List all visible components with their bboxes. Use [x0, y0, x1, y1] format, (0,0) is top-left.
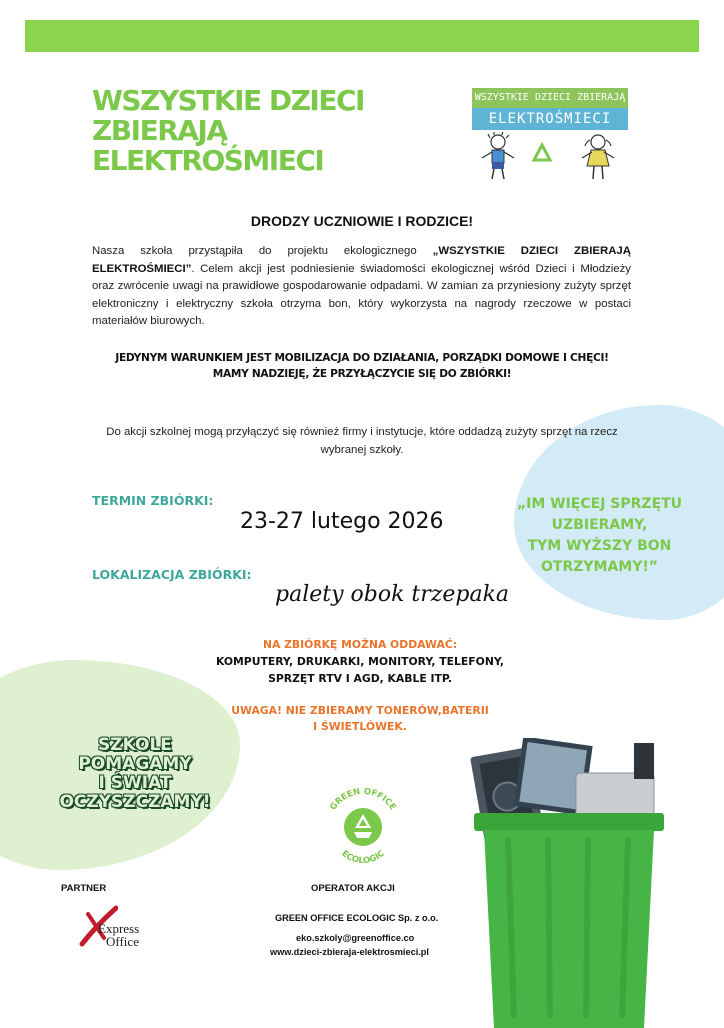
logo-top-text: WSZYSTKIE DZIECI ZBIERAJĄ: [472, 88, 628, 108]
partner-label: PARTNER: [61, 883, 107, 894]
title-line: WSZYSTKIE DZIECI: [92, 84, 364, 117]
quote-line: TYM WYŻSZY BON: [527, 538, 672, 554]
title-line: ELEKTROŚMIECI: [92, 144, 324, 177]
slogan-line: OCZYSZCZAMY!: [59, 792, 211, 812]
location-label: LOKALIZACJA ZBIÓRKI:: [92, 567, 252, 582]
page-title: [92, 86, 392, 176]
warning-line: UWAGA! NIE ZBIERAMY TONERÓW,BATERII: [231, 704, 489, 717]
electronics-bin-illustration: [468, 738, 668, 1028]
quote-line: OTRZYMAMY!”: [541, 559, 658, 575]
excluded-items-warning: [200, 703, 520, 735]
project-name: „WSZYSTKIE DZIECI ZBIERAJĄ ELEKTROŚMIECI”: [92, 245, 631, 275]
intro-text: . Celem akcji jest podniesienie świadomości ekologicznej wśród Dzieci i Młodzieży oraz zwrócenie uwagi na prawidłowe gospodarowanie odpadami. W zamian za przyniesiony zużyty sprzęt elektroniczny i elektryczny szkoła otrzyma bon, który wykorzysta na nagrody rzeczowe w postaci materiałów biurowych.: [92, 262, 631, 327]
slogan-line: I ŚWIAT: [98, 773, 172, 793]
condition-notice: [60, 350, 664, 382]
condition-line: MAMY NADZIEJĘ, ŻE PRZYŁĄCZYCIE SIĘ DO ZBIÓRKI!: [212, 368, 512, 380]
operator-company: GREEN OFFICE ECOLOGIC Sp. z o.o.: [275, 913, 439, 923]
warning-line: I ŚWIETLÓWEK.: [313, 720, 407, 733]
slogan: [40, 736, 230, 812]
motivation-quote: [512, 494, 687, 578]
kids-recycle-icon: [472, 132, 628, 182]
greeting-heading: DRODZY UCZNIOWIE I RODZICE!: [250, 213, 474, 229]
accepted-items: [150, 636, 570, 687]
express-office-logo: [78, 904, 173, 954]
quote-line: „IM WIĘCEJ SPRZĘTU: [516, 496, 683, 512]
operator-label: OPERATOR AKCJI: [311, 883, 395, 894]
date-label: TERMIN ZBIÓRKI:: [92, 493, 214, 508]
date-value: 23-27 lutego 2026: [240, 509, 444, 534]
slogan-line: SZKOLE: [98, 735, 172, 755]
accepted-items-line: SPRZĘT RTV I AGD, KABLE ITP.: [268, 672, 452, 685]
intro-text: Nasza szkoła przystąpiła do projektu ekologicznego: [92, 245, 433, 257]
top-banner-bar: [25, 20, 699, 52]
logo-arc-top: GREEN OFFICE: [328, 786, 398, 813]
campaign-logo: [472, 88, 628, 182]
operator-website[interactable]: www.dzieci-zbieraja-elektrosmieci.pl: [270, 947, 429, 957]
wordmark-line: Office: [106, 934, 139, 949]
operator-email[interactable]: eko.szkoly@greenoffice.co: [296, 933, 415, 943]
condition-line: JEDYNYM WARUNKIEM JEST MOBILIZACJA DO DZIAŁANIA, PORZĄDKI DOMOWE I CHĘCI!: [115, 352, 609, 364]
logo-arc-bottom: ECOLOGIC: [339, 848, 387, 867]
location-value: palety obok trzepaka: [275, 582, 510, 607]
intro-paragraph: [92, 243, 631, 331]
green-office-ecologic-logo: [318, 782, 408, 872]
quote-line: UZBIERAMY,: [551, 517, 648, 533]
title-line: ZBIERAJĄ: [92, 114, 227, 147]
express-office-wordmark: [98, 922, 139, 948]
accepted-items-line: KOMPUTERY, DRUKARKI, MONITORY, TELEFONY,: [215, 655, 504, 668]
wordmark-line: Express: [98, 921, 140, 936]
slogan-line: POMAGAMY: [78, 754, 192, 774]
firms-paragraph: Do akcji szkolnej mogą przyłączyć się również firmy i instytucje, które oddadzą zużyty sprzęt na rzecz wybranej szkoły.: [106, 426, 618, 456]
accepted-items-title: NA ZBIÓRKĘ MOŻNA ODDAWAĆ:: [262, 638, 458, 651]
logo-main-text: ELEKTROŚMIECI: [472, 108, 628, 130]
